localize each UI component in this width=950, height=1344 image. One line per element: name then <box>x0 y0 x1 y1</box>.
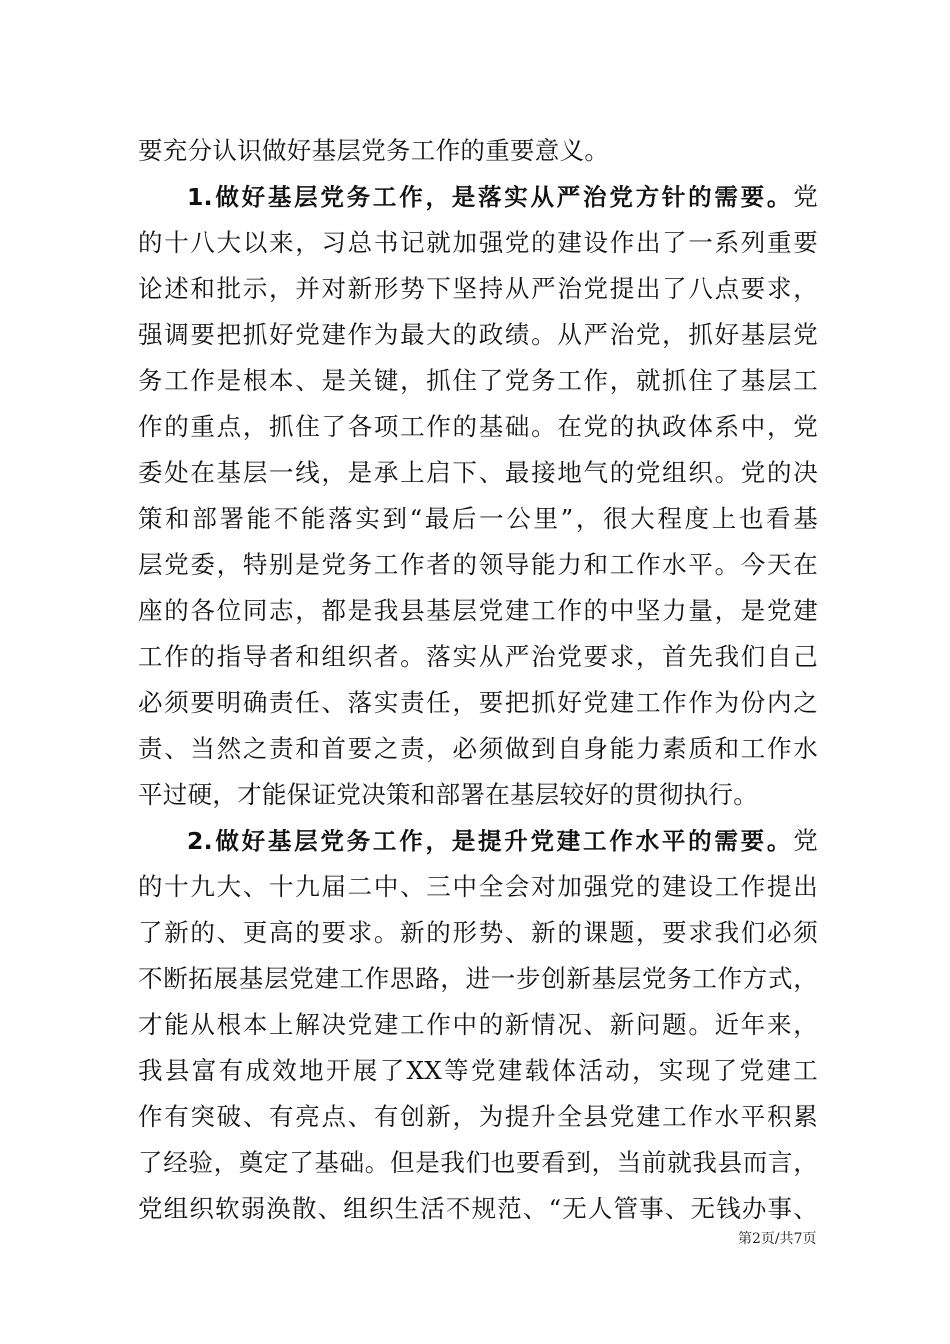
text-line: 论述和批示，并对新形势下坚持从严治党提出了八点要求， <box>138 274 818 303</box>
text-line: 了经验，奠定了基础。但是我们也要看到，当前就我县而言， <box>138 1148 818 1177</box>
text-line: 责、当然之责和首要之责，必须做到自身能力素质和工作水 <box>138 734 818 763</box>
text-line: 策和部署能不能落实到“最后一公里”，很大程度上也看基 <box>138 504 818 533</box>
section-heading-1: 1.做好基层党务工作，是落实从严治党方针的需要。 <box>187 183 794 211</box>
text-line: 层党委，特别是党务工作者的领导能力和工作水平。今天在 <box>138 550 818 579</box>
text-line: 才能从根本上解决党建工作中的新情况、新问题。近年来， <box>138 1010 818 1039</box>
text-line: 要充分认识做好基层党务工作的重要意义。 <box>138 136 610 165</box>
text-line: 了新的、更高的要求。新的形势、新的课题，要求我们必须 <box>138 918 818 947</box>
text-line: 工作的指导者和组织者。落实从严治党要求，首先我们自己 <box>138 642 818 671</box>
heading-line-1 <box>138 174 818 220</box>
heading-continuation: 党 <box>793 182 818 211</box>
text-line: 座的各位同志，都是我县基层党建工作的中坚力量，是党建 <box>138 596 818 625</box>
text-line: 平过硬，才能保证党决策和部署在基层较好的贯彻执行。 <box>138 780 758 809</box>
text-line: 党组织软弱涣散、组织生活不规范、“无人管事、无钱办事、 <box>138 1194 818 1223</box>
page-number: 第2页/共7页 <box>738 1231 817 1247</box>
text-line: 委处在基层一线，是承上启下、最接地气的党组织。党的决 <box>138 458 818 487</box>
body-text <box>138 128 818 1232</box>
text-line: 强调要把抓好党建作为最大的政绩。从严治党，抓好基层党 <box>138 320 818 349</box>
heading-continuation: 党 <box>793 826 818 855</box>
section-heading-2: 2.做好基层党务工作，是提升党建工作水平的需要。 <box>187 827 794 855</box>
text-line: 务工作是根本、是关键，抓住了党务工作，就抓住了基层工 <box>138 366 818 395</box>
heading-line-2 <box>138 818 818 864</box>
text-line: 必须要明确责任、落实责任，要把抓好党建工作作为份内之 <box>138 688 818 717</box>
text-line: 的十九大、十九届二中、三中全会对加强党的建设工作提出 <box>138 872 818 901</box>
text-line: 我县富有成效地开展了XX等党建载体活动，实现了党建工 <box>138 1056 818 1085</box>
text-line: 作的重点，抓住了各项工作的基础。在党的执政体系中，党 <box>138 412 818 441</box>
text-line: 不断拓展基层党建工作思路，进一步创新基层党务工作方式， <box>138 964 818 993</box>
text-line: 的十八大以来，习总书记就加强党的建设作出了一系列重要 <box>138 228 818 257</box>
text-line: 作有突破、有亮点、有创新，为提升全县党建工作水平积累 <box>138 1102 818 1131</box>
